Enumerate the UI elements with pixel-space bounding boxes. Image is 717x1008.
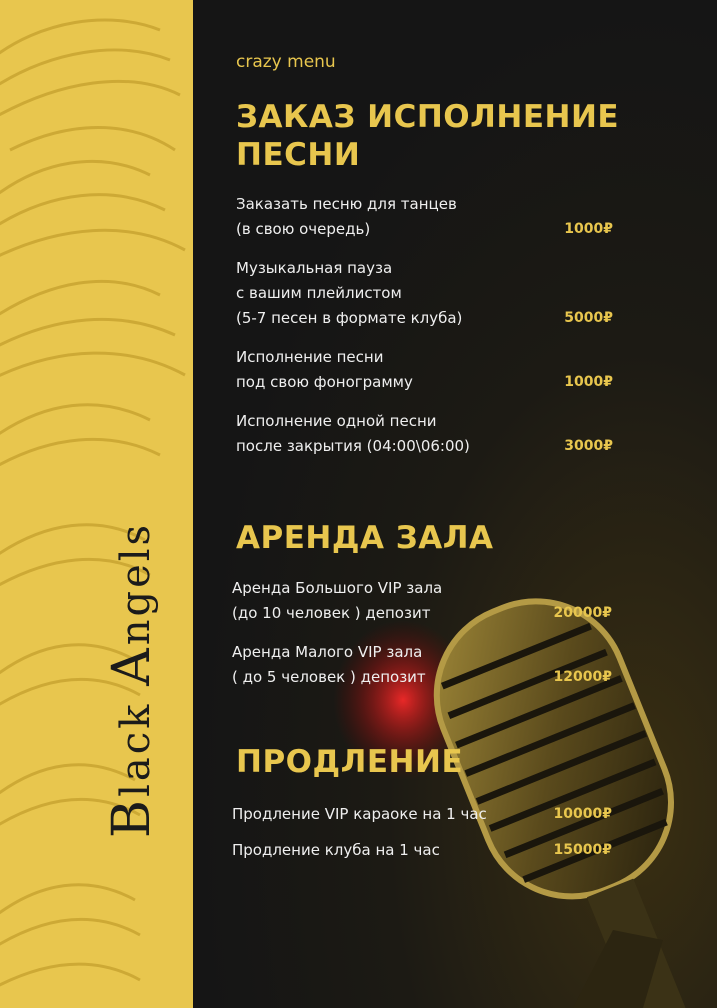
wing-pattern-decoration (0, 0, 193, 1008)
menu-item: Аренда Малого VIP зала ( до 5 человек ) депозит 12000₽ (232, 640, 612, 690)
section-title-song-order: ЗАКАЗ ИСПОЛНЕНИЕ ПЕСНИ (236, 99, 620, 173)
brand-strip (0, 0, 193, 1008)
brand-logo-text: Black Angels (102, 521, 162, 839)
item-price: 10000₽ (553, 806, 612, 822)
menu-item: Продление VIP караоке на 1 час 10000₽ (232, 802, 612, 827)
menu-item: Музыкальная пауза с вашим плейлистом (5-7 песен в формате клуба) 5000₽ (236, 256, 613, 331)
menu-item: Продление клуба на 1 час 15000₽ (232, 838, 612, 863)
menu-content (193, 0, 717, 1008)
item-price: 1000₽ (564, 374, 613, 390)
menu-item: Исполнение песни под свою фонограмму 1000₽ (236, 345, 613, 395)
item-price: 12000₽ (553, 669, 612, 685)
menu-label: crazy menu (236, 52, 336, 72)
item-price: 20000₽ (553, 605, 612, 621)
menu-item: Исполнение одной песни после закрытия (04:00\06:00) 3000₽ (236, 409, 613, 459)
menu-item: Заказать песню для танцев (в свою очередь) 1000₽ (236, 192, 613, 242)
section-title-extension: ПРОДЛЕНИЕ (236, 744, 464, 780)
item-price: 1000₽ (564, 221, 613, 237)
menu-item: Аренда Большого VIP зала (до 10 человек ) депозит 20000₽ (232, 576, 612, 626)
item-price: 3000₽ (564, 438, 613, 454)
section-title-hall-rent: АРЕНДА ЗАЛА (236, 520, 494, 556)
item-price: 15000₽ (553, 842, 612, 858)
item-price: 5000₽ (564, 310, 613, 326)
